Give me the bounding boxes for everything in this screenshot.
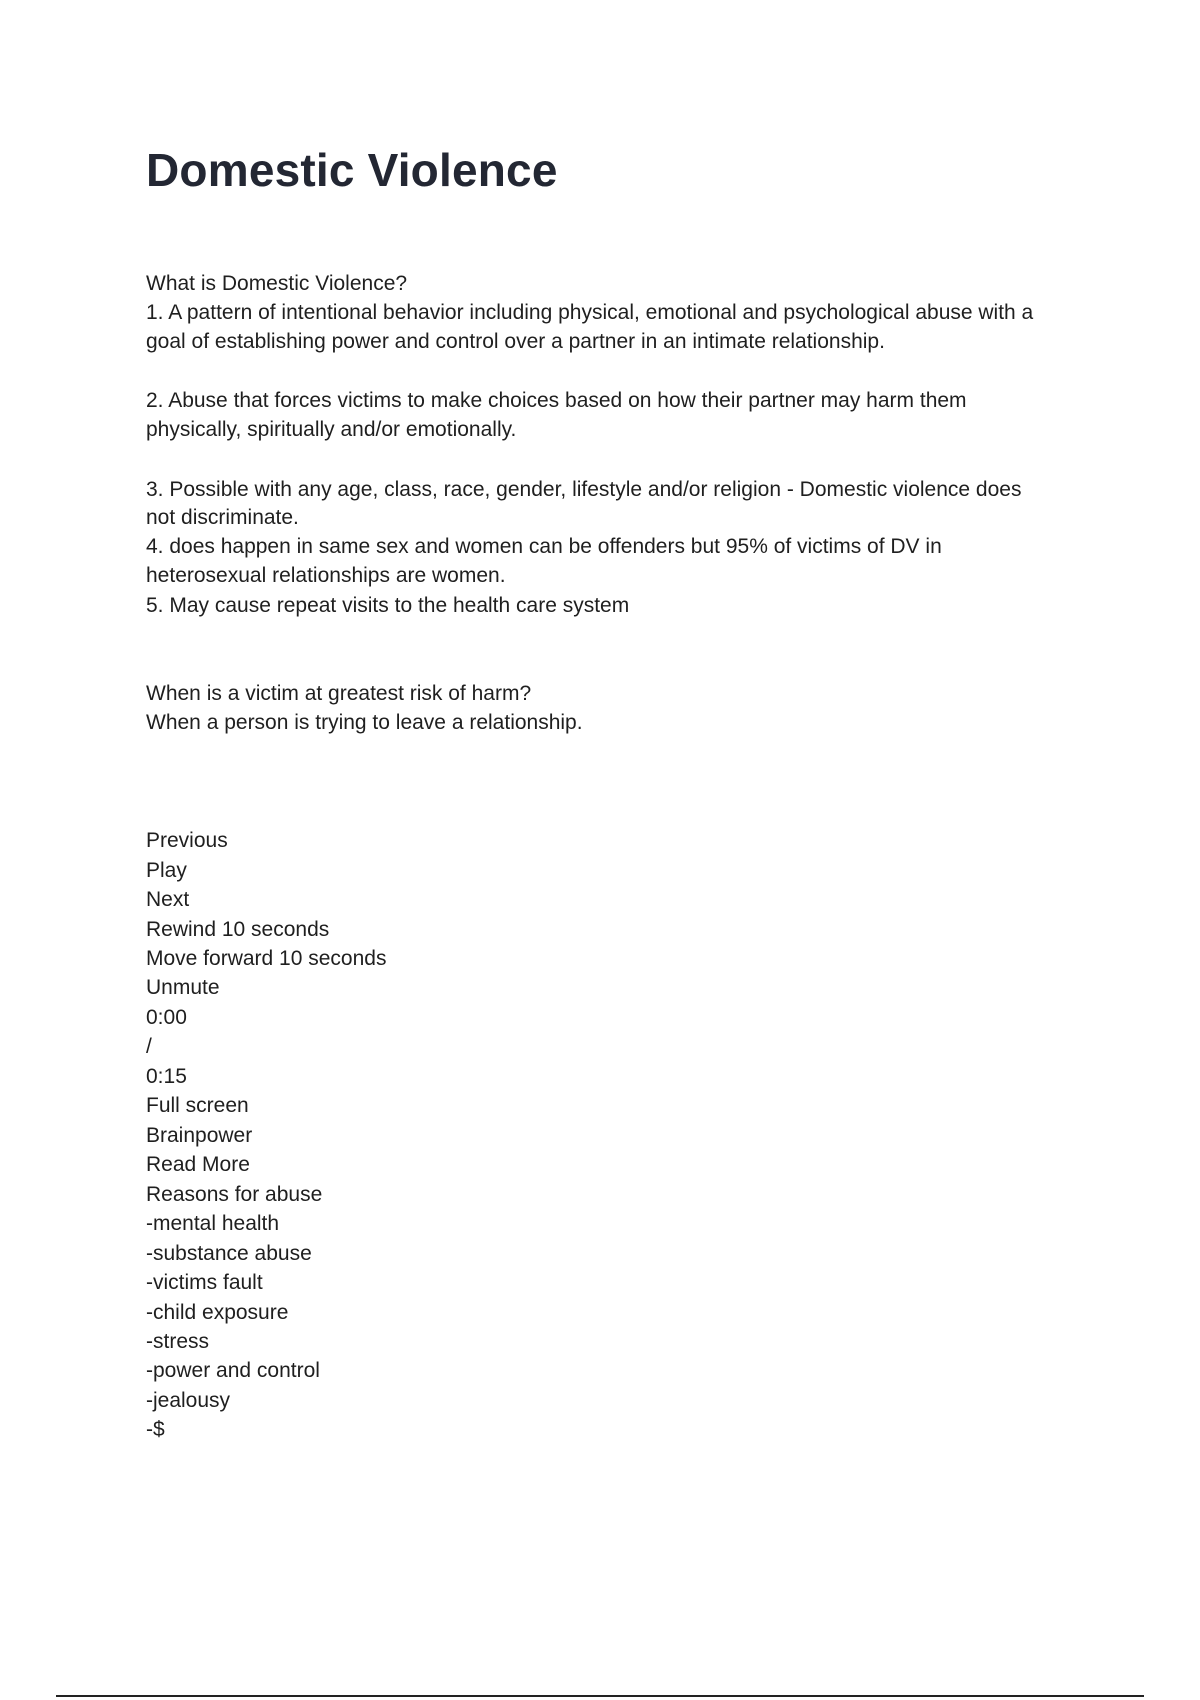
question-greatest-risk: When is a victim at greatest risk of harm? bbox=[146, 682, 532, 705]
current-time: 0:00 bbox=[146, 1006, 187, 1029]
bottom-divider bbox=[56, 1695, 1144, 1697]
point-5: 5. May cause repeat visits to the health care system bbox=[146, 594, 630, 617]
time-separator: / bbox=[146, 1035, 152, 1058]
reasons-heading: Reasons for abuse bbox=[146, 1183, 323, 1206]
answer-greatest-risk: When a person is trying to leave a relationship. bbox=[146, 711, 583, 734]
list-item: -power and control bbox=[146, 1359, 320, 1382]
page-title: Domestic Violence bbox=[146, 144, 558, 196]
point-1-line-1: 1. A pattern of intentional behavior including physical, emotional and psychological abuse with a bbox=[146, 301, 1034, 324]
list-item: -stress bbox=[146, 1330, 209, 1353]
forward-button[interactable]: Move forward 10 seconds bbox=[146, 947, 387, 970]
list-item: -mental health bbox=[146, 1212, 280, 1235]
read-more-link[interactable]: Read More bbox=[146, 1153, 250, 1176]
list-item: -jealousy bbox=[146, 1389, 231, 1412]
fullscreen-button[interactable]: Full screen bbox=[146, 1094, 249, 1117]
point-2-line-1: 2. Abuse that forces victims to make choices based on how their partner may harm them bbox=[146, 389, 967, 412]
next-button[interactable]: Next bbox=[146, 888, 190, 911]
point-1-line-2: goal of establishing power and control over a partner in an intimate relationship. bbox=[146, 330, 885, 353]
play-button[interactable]: Play bbox=[146, 859, 187, 882]
duration: 0:15 bbox=[146, 1065, 187, 1088]
unmute-button[interactable]: Unmute bbox=[146, 976, 220, 999]
list-item: -$ bbox=[146, 1418, 165, 1441]
rewind-button[interactable]: Rewind 10 seconds bbox=[146, 918, 330, 941]
list-item: -substance abuse bbox=[146, 1242, 312, 1265]
previous-button[interactable]: Previous bbox=[146, 829, 228, 852]
list-item: -victims fault bbox=[146, 1271, 263, 1294]
point-4-line-2: heterosexual relationships are women. bbox=[146, 564, 506, 587]
point-3-line-2: not discriminate. bbox=[146, 506, 299, 529]
point-4-line-1: 4. does happen in same sex and women can be offenders but 95% of victims of DV in bbox=[146, 535, 942, 558]
brand-label: Brainpower bbox=[146, 1124, 253, 1147]
question-what-is-dv: What is Domestic Violence? bbox=[146, 272, 408, 295]
point-3-line-1: 3. Possible with any age, class, race, gender, lifestyle and/or religion - Domestic violence does bbox=[146, 478, 1022, 501]
point-2-line-2: physically, spiritually and/or emotionally. bbox=[146, 418, 517, 441]
list-item: -child exposure bbox=[146, 1301, 289, 1324]
